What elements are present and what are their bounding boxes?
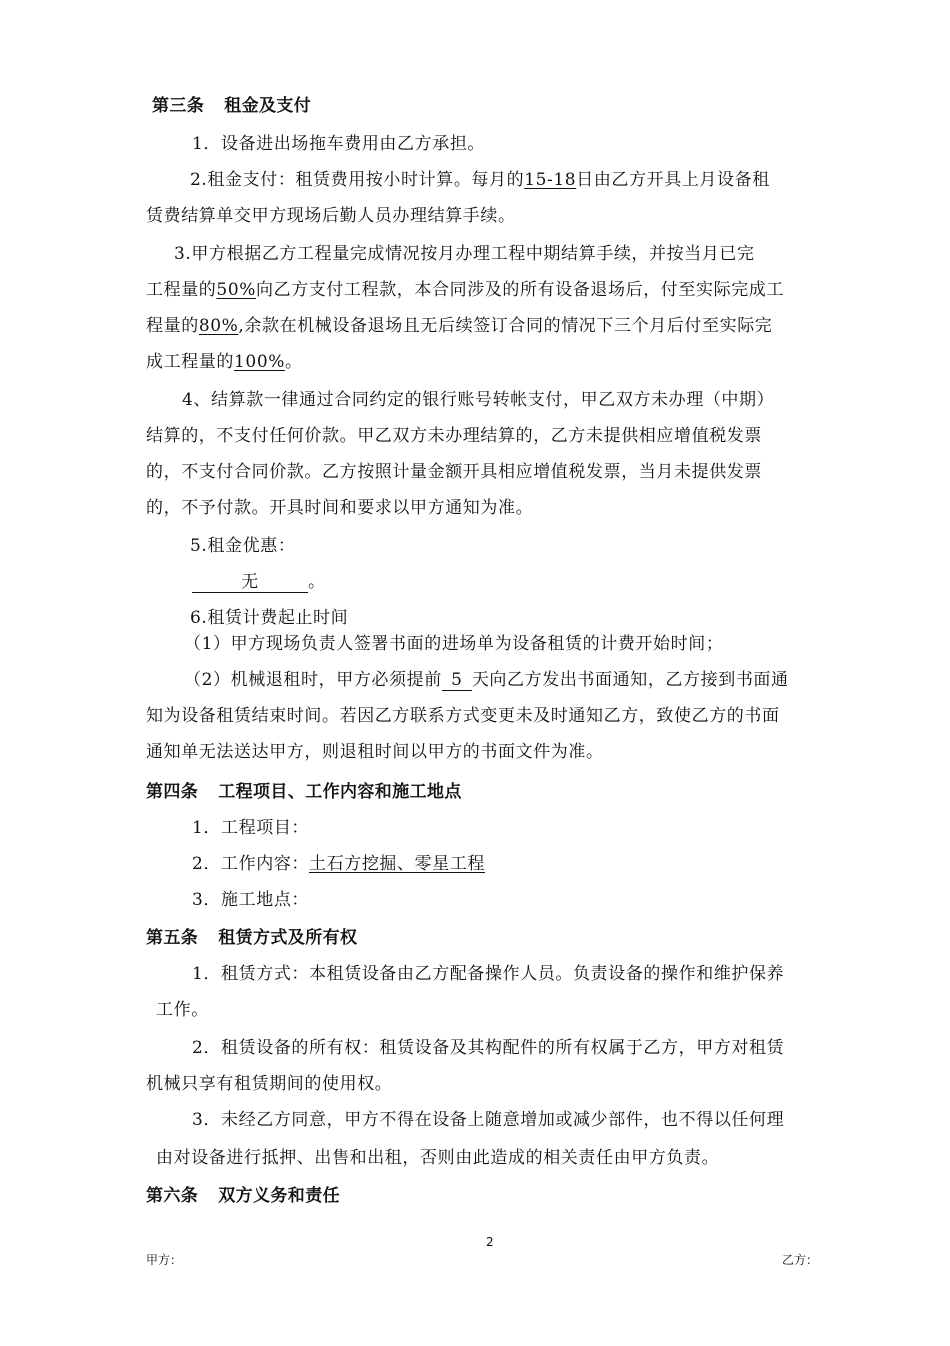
clause-4-2 [192, 852, 485, 876]
clause-4-1: 1．工程项目： [192, 818, 310, 838]
clause-5-1-line2: 工作。 [156, 1000, 209, 1020]
percent-80: 80% [198, 316, 239, 336]
notice-days-field [442, 670, 472, 691]
clause-4-2-label: 2．工作内容： [192, 854, 310, 874]
rent-discount-field [192, 572, 308, 593]
section-3-number: 第三条 [152, 96, 205, 116]
section-4-number: 第四条 [146, 782, 199, 802]
clause-3-3-text-d: ,余款在机械设备退场且无后续签订合同的情况下三个月后付至实际完 [238, 316, 773, 336]
clause-3-3-line4 [146, 350, 303, 374]
section-5-title: 租赁方式及所有权 [218, 928, 358, 948]
clause-3-3-text-e: 成工程量的 [146, 352, 234, 372]
clause-3-2-text-cont: 日由乙方开具上月设备租 [576, 170, 770, 190]
section-3-title: 租金及支付 [224, 96, 312, 116]
clause-5-2-line1: 2．租赁设备的所有权：租赁设备及其构配件的所有权属于乙方，甲方对租赁 [192, 1038, 785, 1058]
clause-3-2-line1 [190, 168, 770, 192]
clause-3-3-line1: 3.甲方根据乙方工程量完成情况按月办理工程中期结算手续，并按当月已完 [174, 244, 755, 264]
clause-3-3-line2 [146, 278, 784, 302]
section-6-heading [146, 1184, 340, 1208]
clause-3-6: 6.租赁计费起止时间 [190, 608, 349, 628]
clause-5-3-line1: 3．未经乙方同意，甲方不得在设备上随意增加或减少部件，也不得以任何理 [192, 1110, 785, 1130]
clause-3-6-2-text-b: 天向乙方发出书面通知，乙方接到书面通 [471, 670, 789, 690]
clause-3-3-text-f: 。 [285, 352, 303, 372]
clause-3-3-text-a: 工程量的 [146, 280, 217, 300]
section-5-heading [146, 926, 357, 950]
clause-3-6-2-text-a: （2）机械退租时，甲方必须提前 [184, 670, 442, 690]
clause-3-4-line2: 结算的，不支付任何价款。甲乙双方未办理结算的，乙方未提供相应增值税发票 [146, 426, 762, 446]
clause-3-6-2-line2: 知为设备租赁结束时间。若因乙方联系方式变更未及时通知乙方，致使乙方的书面 [146, 706, 780, 726]
notice-days: 5 [451, 670, 463, 690]
clause-3-5: 5.租金优惠： [190, 536, 296, 556]
clause-5-3-line2: 由对设备进行抵押、出售和出租，否则由此造成的相关责任由甲方负责。 [156, 1148, 720, 1168]
section-6-number: 第六条 [146, 1186, 199, 1206]
clause-3-3-text-b: 向乙方支付工程款，本合同涉及的所有设备退场后，付至实际完成工 [256, 280, 784, 300]
party-b-label: 乙方： [782, 1253, 819, 1267]
page-number: 2 [486, 1235, 494, 1249]
party-a-label: 甲方： [146, 1253, 183, 1267]
rent-discount-end: 。 [308, 572, 326, 592]
clause-3-3-line3 [146, 314, 772, 338]
clause-3-3-text-c: 程量的 [146, 316, 199, 336]
clause-3-6-2-line1 [184, 668, 789, 692]
clause-5-2-line2: 机械只享有租赁期间的使用权。 [146, 1074, 393, 1094]
clause-3-6-1: （1）甲方现场负责人签署书面的进场单为设备租赁的计费开始时间； [184, 634, 724, 654]
percent-50: 50% [216, 280, 256, 300]
clause-3-4-line3: 的，不支付合同价款。乙方按照计量金额开具相应增值税发票，当月未提供发票 [146, 462, 762, 482]
section-4-heading [146, 780, 462, 804]
section-5-number: 第五条 [146, 928, 199, 948]
clause-3-4-line1: 4、结算款一律通过合同约定的银行账号转帐支付，甲乙双方未办理（中期） [182, 390, 775, 410]
clause-3-1: 1．设备进出场拖车费用由乙方承担。 [192, 134, 486, 154]
section-4-title: 工程项目、工作内容和施工地点 [218, 782, 462, 802]
work-content-value: 土石方挖掘、零星工程 [309, 854, 486, 874]
payment-days: 15-18 [524, 170, 577, 190]
clause-4-3: 3．施工地点： [192, 890, 310, 910]
rent-discount-value: 无 [241, 572, 259, 592]
rent-discount-value-line [192, 570, 326, 594]
clause-3-2-line2: 赁费结算单交甲方现场后勤人员办理结算手续。 [146, 206, 516, 226]
clause-3-4-line4: 的，不予付款。开具时间和要求以甲方通知为准。 [146, 498, 534, 518]
clause-3-6-2-line3: 通知单无法送达甲方，则退租时间以甲方的书面文件为准。 [146, 742, 604, 762]
section-6-title: 双方义务和责任 [218, 1186, 341, 1206]
section-3-heading [152, 94, 311, 118]
clause-5-1-line1: 1．租赁方式：本租赁设备由乙方配备操作人员。负责设备的操作和维护保养 [192, 964, 785, 984]
clause-3-2-text: 2.租金支付：租赁费用按小时计算。每月的 [190, 170, 525, 190]
percent-100: 100% [234, 352, 286, 372]
